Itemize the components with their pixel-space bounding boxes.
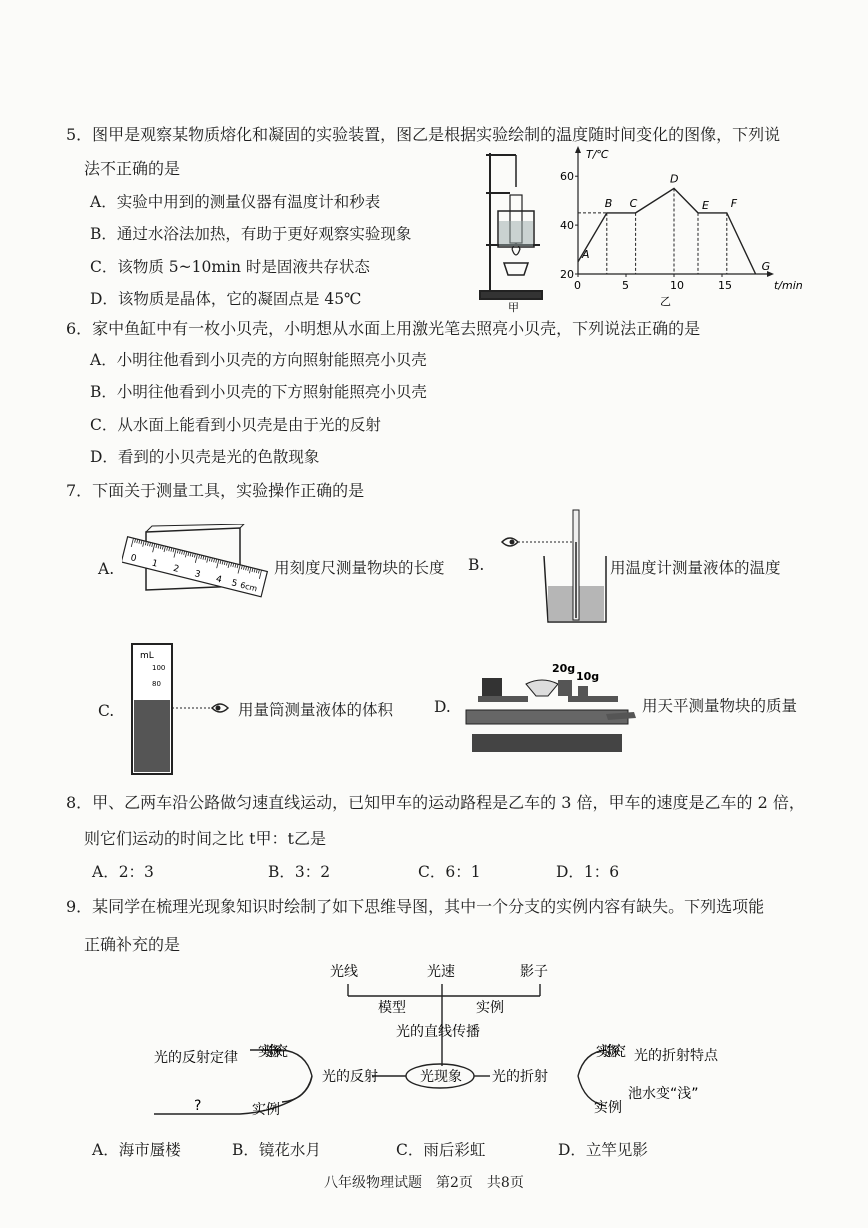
y-axis-label: T/℃: [586, 148, 609, 161]
map-node-shadow: 影子: [520, 964, 548, 980]
weight-20g-label: 20g: [552, 662, 576, 675]
point-label-a: A: [582, 247, 590, 261]
q7-b-text: 用温度计测量液体的温度: [610, 559, 781, 577]
y-axis-arrow: [575, 146, 581, 153]
q7-d-letter: D.: [434, 698, 451, 716]
q7-b-letter: B.: [468, 556, 485, 574]
map-node-missing: ?: [194, 1098, 202, 1114]
q5-option-b: B．通过水浴法加热，有助于更好观察实验现象: [90, 225, 412, 243]
map-node-reflection-law: 光的反射定律: [154, 1050, 238, 1066]
map-node-refraction-feature: 光的折射特点: [634, 1048, 718, 1064]
x-tick-label: 15: [718, 279, 732, 292]
x-tick-label: 10: [670, 279, 684, 292]
q9-option-d: D．立竿见影: [558, 1141, 648, 1159]
point-label-c: C: [629, 196, 638, 210]
cylinder-unit: mL: [140, 651, 154, 661]
q8-option-a: A．2：3: [92, 863, 154, 881]
ruler-block-figure: [122, 524, 278, 608]
q9-stem-line2: 正确补充的是: [84, 935, 181, 954]
map-label-experiment-left: 实验探究: [258, 1044, 288, 1060]
point-label-f: F: [730, 196, 738, 210]
q9-option-b: B．镜花水月: [232, 1141, 321, 1159]
thermometer-beaker-figure: [498, 506, 608, 626]
q6-option-d: D．看到的小贝壳是光的色散现象: [90, 448, 320, 466]
x-tick-label: 0: [574, 279, 581, 292]
light-phenomena-mind-map: [140, 956, 780, 1126]
q6-stem: 6．家中鱼缸中有一枚小贝壳，小明想从水面上用激光笔去照亮小贝壳，下列说法正确的是: [66, 319, 701, 338]
map-node-pool-shallow: 池水变“浅”: [628, 1086, 699, 1102]
q7-stem: 7．下面关于测量工具，实验操作正确的是: [66, 481, 365, 500]
weight-10g-label: 10g: [576, 670, 600, 683]
x-tick-label: 5: [622, 279, 629, 292]
q5-option-d: D．该物质是晶体，它的凝固点是 45℃: [90, 290, 362, 308]
ruler-num-0: 0: [129, 553, 138, 565]
y-tick-label: 20: [560, 268, 574, 281]
y-tick-label: 60: [560, 170, 574, 184]
point-label-g: G: [761, 260, 771, 273]
x-axis-label: t/min: [774, 279, 803, 292]
q9-option-a: A．海市蜃楼: [92, 1141, 181, 1159]
map-node-light-speed: 光速: [427, 964, 455, 980]
ruler-num-5: 5: [230, 578, 239, 590]
q7-a-letter: A.: [98, 560, 115, 578]
map-label-example-left: 实例: [252, 1102, 280, 1118]
point-label-e: E: [702, 198, 709, 212]
page-footer: 八年级物理试题 第2页 共8页: [324, 1175, 524, 1191]
q8-option-c: C．6：1: [418, 863, 481, 881]
q6-option-c: C．从水面上能看到小贝壳是由于光的反射: [90, 416, 381, 434]
q7-c-text: 用量筒测量液体的体积: [238, 701, 394, 719]
ruler-num-4: 4: [214, 574, 223, 586]
q9-stem-line1: 9．某同学在梳理光现象知识时绘制了如下思维导图，其中一个分支的实例内容有缺失。下列选项能: [66, 897, 765, 916]
ruler-unit: 6cm: [239, 580, 259, 594]
q6-option-b: B．小明往他看到小贝壳的下方照射能照亮小贝壳: [90, 383, 427, 401]
q7-a-text: 用刻度尺测量物块的长度: [274, 559, 445, 577]
chart-caption: 乙: [660, 295, 671, 308]
q8-stem-line1: 8．甲、乙两车沿公路做匀速直线运动，已知甲车的运动路程是乙车的 3 倍，甲车的速度是乙车的 2 倍，: [66, 793, 805, 812]
temperature-time-chart: [548, 142, 810, 312]
q6-option-a: A．小明往他看到小贝壳的方向照射能照亮小贝壳: [90, 351, 427, 369]
map-label-example-right: 实例: [594, 1100, 622, 1116]
q5-option-c: C．该物质 5~10min 时是固液共存状态: [90, 258, 370, 276]
map-node-straight-propagation: 光的直线传播: [396, 1024, 480, 1040]
ruler-num-3: 3: [193, 569, 202, 581]
cylinder-mark-100: 100: [152, 664, 166, 672]
fig-jia-caption: 甲: [508, 301, 519, 313]
q9-option-c: C．雨后彩虹: [396, 1141, 486, 1159]
map-node-light-ray: 光线: [330, 964, 358, 980]
melting-apparatus-figure: [476, 145, 556, 313]
map-node-reflection: 光的反射: [322, 1069, 378, 1085]
q8-stem-line2: 则它们运动的时间之比 t甲：t乙是: [84, 829, 326, 848]
q5-stem-line1: 5．图甲是观察某物质熔化和凝固的实验装置，图乙是根据实验绘制的温度随时间变化的图像，下列说: [66, 125, 781, 144]
cylinder-mark-80: 80: [152, 680, 161, 688]
map-label-experiment-right: 实验探究: [596, 1044, 626, 1060]
q7-d-text: 用天平测量物块的质量: [642, 697, 798, 715]
ruler-num-1: 1: [150, 558, 159, 570]
q8-option-d: D．1：6: [556, 863, 620, 881]
point-label-d: D: [670, 172, 679, 186]
map-node-refraction: 光的折射: [492, 1069, 548, 1085]
q7-c-letter: C.: [98, 702, 115, 720]
balance-scale-figure: [456, 652, 638, 756]
q8-option-b: B．3：2: [268, 863, 331, 881]
ruler-num-2: 2: [172, 563, 181, 575]
q5-option-a: A．实验中用到的测量仪器有温度计和秒表: [90, 193, 381, 211]
map-label-model: 模型: [378, 1000, 406, 1016]
map-label-example-top: 实例: [476, 1000, 504, 1016]
graduated-cylinder-figure: [126, 640, 240, 776]
point-label-b: B: [604, 196, 613, 210]
y-tick-label: 40: [560, 219, 574, 233]
map-node-center: 光现象: [420, 1069, 462, 1085]
q5-stem-line2: 法不正确的是: [84, 159, 181, 178]
